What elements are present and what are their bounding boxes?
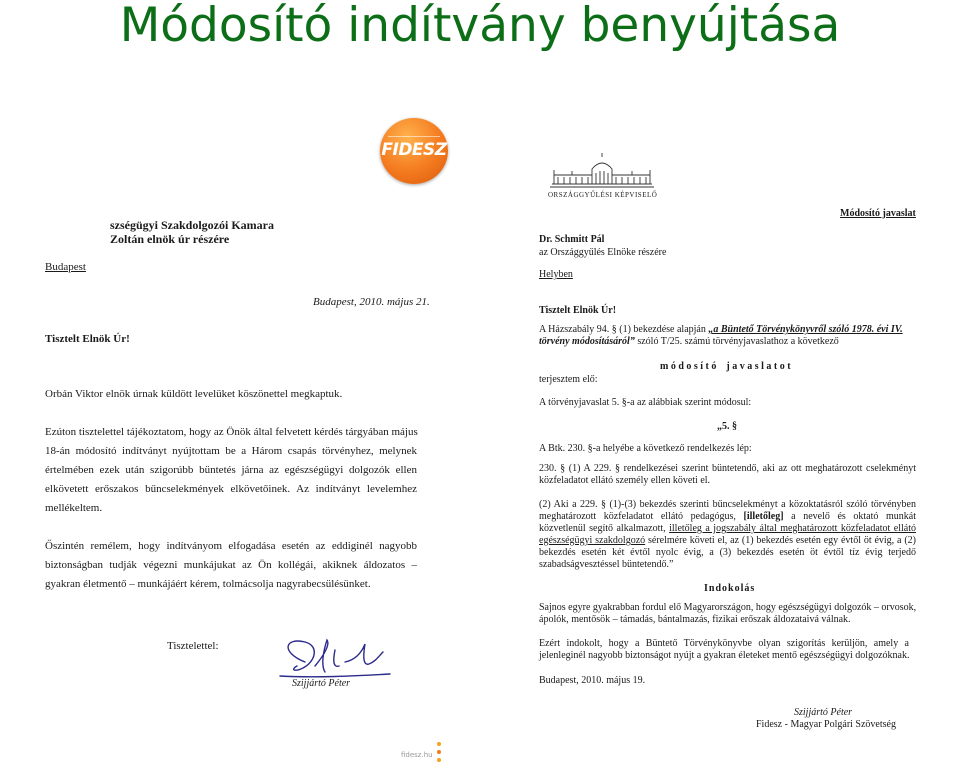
footer-dots-icon [436, 741, 442, 763]
logo-text: FIDESZ [381, 140, 447, 160]
right-section-mark: „5. § [717, 421, 737, 432]
right-spaced-title: m ó d o s í t ó j a v a s l a t o t [660, 361, 791, 372]
left-para2-line: értelmében ezek után szigorúbb büntetés járna az egészségügyi dolgozók ellen [45, 464, 417, 476]
right-p230-2-line: bekezdés esetén két évtől nyolc évig, a (3) bekezdés esetén öt évtől tíz évig terjedő [539, 547, 916, 558]
parliament-building-icon [548, 153, 656, 189]
right-p230-2-line: meghatározott közfeladatot ellátó pedagógus, [illetőleg] a nevelő és oktató munkát [539, 511, 916, 522]
handwritten-signature [275, 632, 395, 682]
left-para3-line: Őszintén remélem, hogy indítványom elfogadása esetén az eddiginél nagyobb [45, 540, 417, 552]
right-salutation: Tisztelt Elnök Úr! [539, 305, 617, 316]
right-header-caption: ORSZÁGGYŰLÉSI KÉPVISELŐ [548, 191, 658, 199]
right-addressee-role: az Országgyűlés Elnöke részére [539, 247, 667, 258]
right-p230-1-line: közfeladatot ellátó személy ellen követi el. [539, 475, 711, 486]
left-para2-line: Ezúton tisztelettel tájékoztatom, hogy az Önök által felvetett kérdés tárgyában május [45, 426, 418, 438]
left-city: Budapest [45, 261, 86, 273]
right-intro-line2: törvény módosításáról” szóló T/25. számú törvényjavaslathoz a következő [539, 336, 839, 347]
right-amend-line: A törvényjavaslat 5. §-a az alábbiak szerint módosul: [539, 397, 752, 408]
right-reason-line: ápolók, mentősök – támadás, bántalmazás, fizikai erőszak áldozataivá válnak. [539, 614, 851, 625]
right-p230-1-line: 230. § (1) A 229. § rendelkezései szerint büntetendő, aki az ott meghatározott cselekményt [539, 463, 916, 474]
left-para2-line: mellékeltem. [45, 502, 103, 514]
right-p230-2-line: közvetlenül segítő alkalmazott, illetőleg a jogszabály által meghatározott közfeladatot ellátó [539, 523, 917, 534]
left-date: Budapest, 2010. május 21. [313, 296, 430, 308]
left-para3-line: gyakran életmentő – munkájáért kérem, tolmácsolja nagyrabecsülésünket. [45, 578, 371, 590]
right-addressee-name: Dr. Schmitt Pál [539, 234, 605, 245]
left-para3-line: biztonságban tudják végezni munkájukat az Ön kollégái, akiknek áldozatos – [45, 559, 417, 571]
right-heading: Módosító javaslat [840, 208, 916, 219]
right-intro-line1: A Házszabály 94. § (1) bekezdése alapján „a Büntető Törvénykönyvről szóló 1978. évi IV. [539, 324, 903, 335]
right-reason-line: jelenleginél nagyobb biztonságot nyújt a gyakran életeket mentő egészségügyi dolgozóknak. [539, 650, 910, 661]
right-p230-2-line: (2) Aki a 229. § (1)-(3) bekezdés szerinti bűncselekményt a közoktatásról szóló törvényben [539, 499, 916, 510]
right-reason-title: Indokolás [704, 583, 756, 594]
right-p230-2-line: egészségügyi szakdolgozó sérelmére követi el, az (1) bekezdés esetén egy évtől öt évig, a (2) [539, 535, 916, 546]
left-para2-line: elkövetett erőszakos bűncselekmények elkövetőinek. Az indítványt levelemhez [45, 483, 417, 495]
left-salutation: Tisztelt Elnök Úr! [45, 333, 130, 345]
left-para2-line: 18-án módosító indítványt nyújtottam be a Három csapás törvényhez, melynek [45, 445, 417, 457]
left-signer: Szijjártó Péter [292, 678, 351, 689]
right-submit: terjesztem elő: [539, 374, 598, 385]
right-date: Budapest, 2010. május 19. [539, 675, 646, 686]
right-signer-org: Fidesz - Magyar Polgári Szövetség [756, 719, 896, 730]
right-btk-line: A Btk. 230. §-a helyébe a következő rendelkezés lép: [539, 443, 752, 454]
right-place: Helyben [539, 269, 573, 280]
left-closing: Tisztelettel: [167, 640, 219, 652]
slide-title: Módosító indítvány benyújtása [119, 0, 841, 53]
left-paragraph-1: Orbán Viktor elnök úrnak küldött levelüket köszönettel megkaptuk. [45, 388, 343, 400]
right-reason-line: Ezért indokolt, hogy a Büntető Törvénykönyvbe olyan szigorítás kerüljön, amely a [539, 638, 909, 649]
right-p230-2-line: szabadságvesztéssel büntetendő.” [539, 559, 674, 570]
right-signer: Szijjártó Péter [794, 707, 853, 718]
fidesz-logo [380, 118, 448, 184]
left-recipient-line1: szségügyi Szakdolgozói Kamara [110, 218, 274, 232]
right-reason-line: Sajnos egyre gyakrabban fordul elő Magyarországon, hogy egészségügyi dolgozók – orvosok, [539, 602, 917, 613]
left-recipient-line2: Zoltán elnök úr részére [110, 232, 230, 246]
footer-site: fidesz.hu [401, 751, 433, 759]
